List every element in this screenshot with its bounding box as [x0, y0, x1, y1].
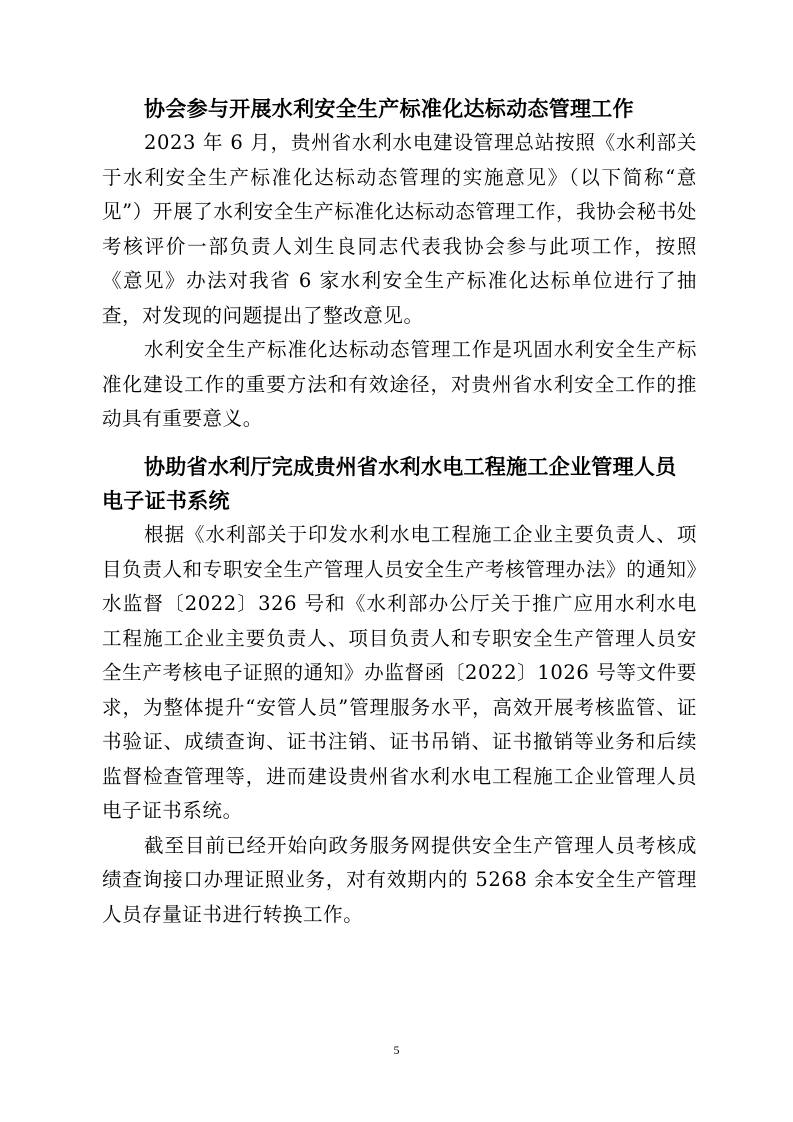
- section-heading: 协助省水利厅完成贵州省水利水电工程施工企业管理人员电子证书系统: [102, 455, 677, 513]
- paragraph: 截至目前已经开始向政务服务网提供安全生产管理人员考核成绩查询接口办理证照业务，对有效期内的 5268 余本安全生产管理人员存量证书进行转换工作。: [102, 833, 697, 926]
- section-dynamic-management: [102, 92, 697, 437]
- paragraph: 根据《水利部关于印发水利水电工程施工企业主要负责人、项目负责人和专职安全生产管理人员安全生产考核管理办法》的通知》水监督〔2022〕326 号和《水利部办公厅关于推广应用水利水电工程施工企业主要负责人、项目负责人和专职安全生产管理人员安全生产考核电子证照的通知》办监督函〔2022〕1026 号等文件要求，为整体提升“安管人员”管理服务水平，高效开展考核监管、证书验证、成绩查询、证书注销、证书吊销、证书撤销等业务和后续监督检查管理等，进而建设贵州省水利水电工程施工企业管理人员电子证书系统。: [102, 523, 697, 822]
- section-electronic-certificate-system: [102, 450, 697, 932]
- paragraph: 水利安全生产标准化达标动态管理工作是巩固水利安全生产标准化建设工作的重要方法和有效途径，对贵州省水利安全工作的推动具有重要意义。: [102, 338, 697, 430]
- section-heading: 协会参与开展水利安全生产标准化达标动态管理工作: [144, 97, 634, 121]
- paragraph: 2023 年 6 月，贵州省水利水电建设管理总站按照《水利部关于水利安全生产标准化达标动态管理的实施意见》（以下简称“意见”）开展了水利安全生产标准化达标动态管理工作，我协会秘书处考核评价一部负责人刘生良同志代表我协会参与此项工作，按照《意见》办法对我省 6 家水利安全生产标准化达标单位进行了抽查，对发现的问题提出了整改意见。: [102, 131, 697, 327]
- page-number: 5: [393, 1043, 400, 1057]
